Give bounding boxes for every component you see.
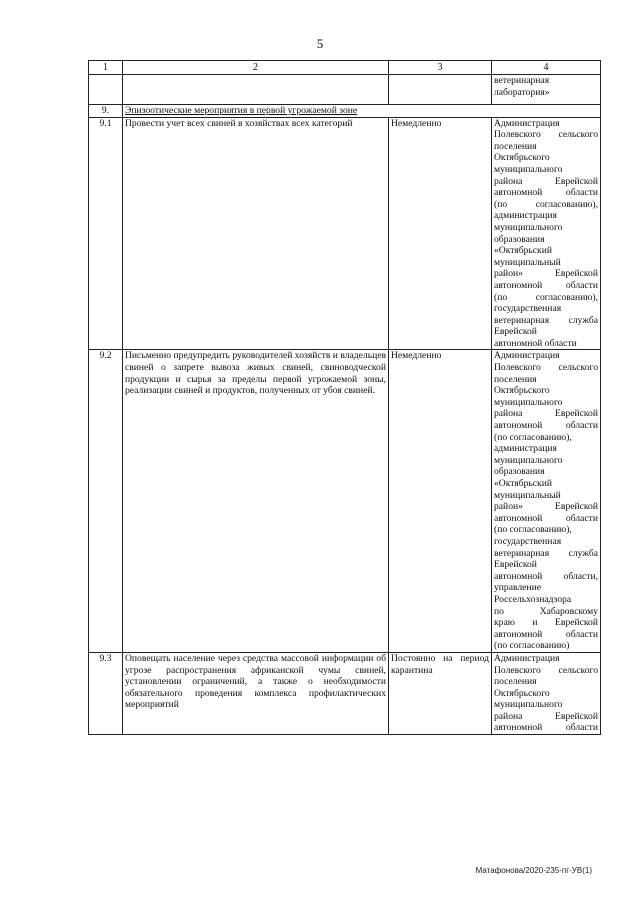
executor-line: (по согласованию), <box>494 291 598 303</box>
measures-table <box>88 60 601 735</box>
table-row <box>89 350 601 652</box>
executor-line: поселения <box>494 140 537 152</box>
executor-line: ветеринарная служба <box>494 314 598 326</box>
row-executor <box>492 117 601 350</box>
column-header: 1 <box>89 61 123 75</box>
executor-line: автономной области <box>494 628 598 640</box>
executor-line: Еврейской <box>494 559 537 571</box>
executor-line: автономной области <box>494 420 598 432</box>
document-footer-code: Матафонова/2020-235-пг-УВ(1) <box>475 866 592 875</box>
row-term: Постоянно на период карантина <box>389 652 492 734</box>
executor-line: муниципального <box>494 454 563 466</box>
executor-line: Администрация <box>494 652 560 664</box>
row-executor <box>492 652 601 734</box>
executor-line: Полевского сельского <box>494 362 598 374</box>
executor-line: района Еврейской <box>494 175 598 187</box>
executor-line: ветеринарная служба <box>494 547 598 559</box>
page-number: 5 <box>316 36 324 51</box>
executor-line: (по согласованию), <box>494 198 598 210</box>
column-header: 4 <box>492 61 601 75</box>
table-row <box>89 75 601 105</box>
row-number <box>89 75 123 105</box>
executor-line: Россельхознадзора <box>494 593 572 605</box>
section-number: 9. <box>89 105 123 118</box>
executor-line: района Еврейской <box>494 710 598 722</box>
executor-line: поселения <box>494 373 537 385</box>
executor-line: автономной области <box>494 512 598 524</box>
executor-line: муниципального <box>494 396 563 408</box>
row-measure: Письменно предупредить руководителей хозяйств и владельцев свиней о запрете вывоза живых свиней, свиноводческой продукции и сырья за пределы первой угрожаемой зоны, реализации свиней и продуктов, полученных от убоя свиней. <box>123 350 389 652</box>
row-executor: ветеринарная лаборатория» <box>492 75 601 105</box>
executor-line: администрация <box>494 443 557 455</box>
executor-line: муниципального <box>494 221 563 233</box>
executor-line: Полевского сельского <box>494 129 598 141</box>
executor-line: Октябрьского <box>494 152 550 164</box>
executor-line: Октябрьского <box>494 687 550 699</box>
row-term: Немедленно <box>389 350 492 652</box>
executor-line: управление <box>494 582 541 594</box>
column-header: 3 <box>389 61 492 75</box>
executor-line: муниципальный <box>494 489 561 501</box>
row-number: 9.3 <box>89 652 123 734</box>
executor-line: муниципального <box>494 699 563 711</box>
executor-line: «Октябрьский <box>494 245 552 257</box>
table-row <box>89 652 601 734</box>
table-row <box>89 117 601 350</box>
executor-line: государственная <box>494 535 562 547</box>
row-measure: Провести учет всех свиней в хозяйствах всех категорий <box>123 117 389 350</box>
executor-line: по Хабаровскому <box>494 605 598 617</box>
executor-line: краю и Еврейской <box>494 617 598 629</box>
executor-line: государственная <box>494 303 562 315</box>
executor-line: поселения <box>494 676 537 688</box>
executor-line: Еврейской <box>494 326 537 338</box>
row-term: Немедленно <box>389 117 492 350</box>
executor-line: район» Еврейской <box>494 268 598 280</box>
row-number: 9.2 <box>89 350 123 652</box>
executor-line: (по согласованию) <box>494 640 570 652</box>
row-executor <box>492 350 601 652</box>
executor-line: администрация <box>494 210 557 222</box>
executor-line: района Еврейской <box>494 408 598 420</box>
row-measure <box>123 75 389 105</box>
executor-line: автономной области <box>494 337 577 349</box>
table-header-row <box>89 61 601 75</box>
executor-line: Администрация <box>494 350 560 362</box>
executor-line: автономной области <box>494 187 598 199</box>
executor-line: образования <box>494 233 545 245</box>
executor-line: муниципальный <box>494 256 561 268</box>
executor-line: муниципального <box>494 163 563 175</box>
executor-line: автономной области, <box>494 570 598 582</box>
executor-line: (по согласованию), <box>494 431 572 443</box>
executor-line: автономной области <box>494 722 598 734</box>
executor-line: Полевского сельского <box>494 664 598 676</box>
row-number: 9.1 <box>89 117 123 350</box>
executor-line: образования <box>494 466 545 478</box>
section-row <box>89 105 601 118</box>
executor-line: Администрация <box>494 117 560 129</box>
executor-line: «Октябрьский <box>494 478 552 489</box>
executor-line: Октябрьского <box>494 385 550 397</box>
row-measure: Оповещать население через средства массовой информации об угрозе распространения африканской чумы свиней, установлении ограничений, а также о необходимости обязательного проведения комплекса профилактических мероприятий <box>123 652 389 734</box>
executor-line: автономной области <box>494 279 598 291</box>
section-title: Эпизоотические мероприятия в первой угрожаемой зоне <box>123 105 601 118</box>
executor-line: район» Еврейской <box>494 501 598 513</box>
column-header: 2 <box>123 61 389 75</box>
executor-line: (по согласованию), <box>494 524 572 536</box>
row-term <box>389 75 492 105</box>
